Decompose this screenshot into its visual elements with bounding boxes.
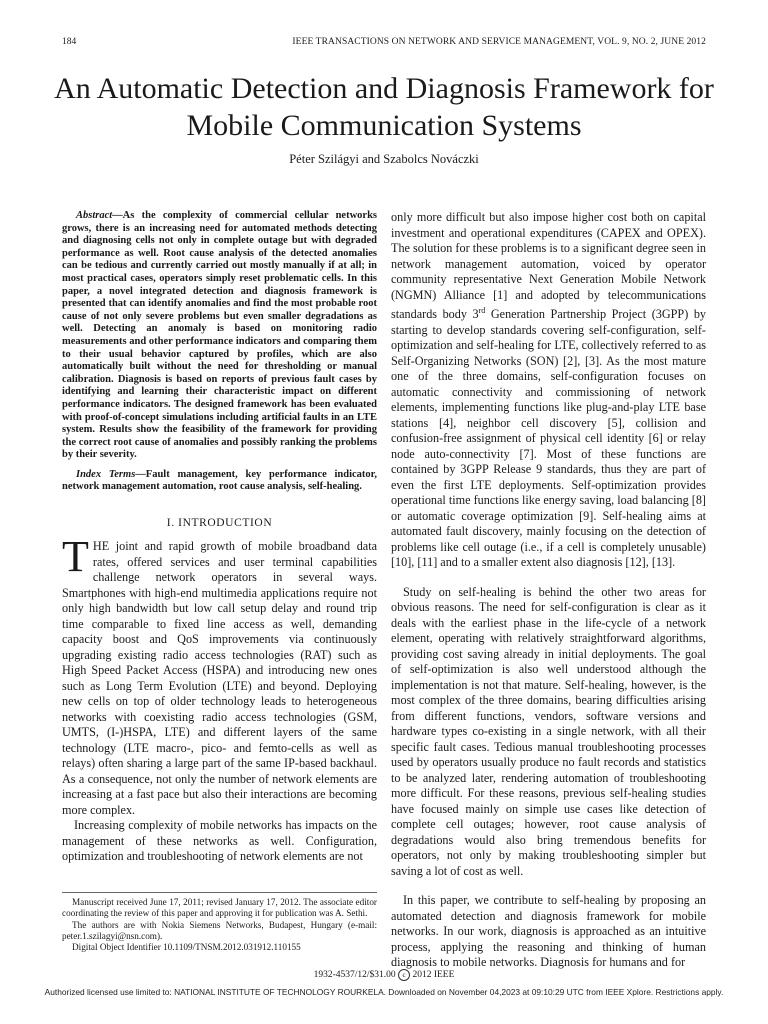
copyright-suffix: 2012 IEEE <box>412 970 455 980</box>
intro-paragraph-2: Increasing complexity of mobile networks has impacts on the management of these networks as well. Configuration, optimization and troubleshooting of network elements are not <box>62 818 377 864</box>
right-paragraph-3: In this paper, we contribute to self-healing by proposing an automated detection and diagnosis framework for mobile networks. In our work, diagnosis is approached as an intuitive process, applying the reasoning and thinking of human diagnosis to mobile networks. Diagnosis for humans and for <box>391 893 706 970</box>
right-paragraph-1b: Generation Partnership Project (3GPP) by starting to develop standards covering self-configuration, self-optimization and self-healing for LTE, collectively referred to as Self-Organizing Networks (SON) [2], [3]. As the most mature one of the three domains, self-configuration focuses on automatic connectivity and commissioning of network elements, implementing functions like plug-and-play LTE base stations [4], neighbor cell discovery [5], collision and confusion-free assignment of physical cell identity [6] or relay node auto-connectivity [7]. Most of these functions are contained by 3GPP Release 9 standards, thus they are part of even the first LTE deployments. Self-optimization provides operational time functions like energy saving, load balancing [8] or automatic coverage optimization [9]. Self-healing aims at automated fault discovery, mainly focusing on the detection of problems like cell outage (i.e., if a cell is completely unusable) [10], [11] and to a smaller extent also diagnosis [12], [13]. <box>391 307 707 570</box>
abstract-text: —As the complexity of commercial cellular networks grows, there is an increasing need for automated methods detecting and diagnosing cells not only in complete outage but with degraded performance as well. Root cause analysis of the detected anomalies can be tedious and currently carried out mostly manually if at all; in most practical cases, operators simply reset problematic cells. In this paper, a novel integrated detection and diagnosis framework is presented that can identify anomalies and find the most probable root cause of not only severe problems but even smaller degradations as well. Detecting an anomaly is based on monitoring radio measurements and other performance indicators and comparing them to their usual behavior captured by profiles, which are also automatically built without the need for thresholding or manual calibration. Diagnosis is based on reports of previous fault cases by identifying and learning their characteristic impact on different performance indicators. The designed framework has been evaluated with proof-of-concept simulations including artificial faults in an LTE system. Results show the feasibility of the framework for providing the correct root cause of anomalies and possibly ranking the problems by their severity. <box>62 210 377 461</box>
footnote-doi: Digital Object Identifier 10.1109/TNSM.2012.031912.110155 <box>72 942 301 953</box>
right-paragraph-2: Study on self-healing is behind the other two areas for obvious reasons. The need for self-configuration is clear as it deals with the earliest phase in the life-cycle of a network element, operating with relatively straightforward algorithms, providing cost saving already in initial deployments. The goal of self-optimization is also well understood although the implementation is not that mature. Self-healing, however, is the most complex of the three domains, bearing difficulties arising from different functions, vendors, software versions and hardware types co-existing in a single network, with all their specific fault cases. Tedious manual troubleshooting processes used by operators usually produce no fault records and statistics to be analyzed later, rendering automation of troubleshooting more difficult. For these reasons, previous self-healing studies have focused mainly on simple use cases like detection of complete cell outages; however, root cause analysis of degradations would also bring tremendous benefits for operators, not only by making troubleshooting simpler but saving a lot of cost as well. <box>391 584 706 878</box>
intro-paragraph-1 <box>62 532 377 818</box>
license-notice: Authorized licensed use limited to: NATIONAL INSTITUTE OF TECHNOLOGY ROURKELA. Downloaded on November 04,2023 at 09:10:29 UTC from IEEE Xplore. Restrictions apply. <box>44 987 724 997</box>
abstract-label: Abstract <box>76 210 113 221</box>
footnote-manuscript: Manuscript received June 17, 2011; revised January 17, 2012. The associate editor coordinating the review of this paper and approving it for publication was A. Sethi. <box>62 897 377 919</box>
ordinal-superscript: rd <box>478 306 486 315</box>
copyright-icon: c <box>398 969 410 981</box>
author-line: Péter Szilágyi and Szabolcs Nováczki <box>289 152 479 166</box>
index-terms-label: Index Terms <box>76 468 136 480</box>
paper-title: An Automatic Detection and Diagnosis Framework for Mobile Communication Systems <box>54 72 714 142</box>
footnote-authors: The authors are with Nokia Siemens Networks, Budapest, Hungary (e-mail: peter.1.szilagyi@nsn.com). <box>62 919 377 941</box>
copyright-line <box>0 969 768 981</box>
right-paragraph-1a: only more difficult but also impose higher cost both on capital investment and operational expenditures (CAPEX and OPEX). The solution for these problems is to a significant degree seen in network management automation, voiced by operator community representative Next Generation Mobile Network (NGMN) Alliance [1] and adopted by telecommunications standards body 3 <box>391 210 706 322</box>
copyright-prefix: 1932-4537/12/$31.00 <box>313 970 396 980</box>
section-heading-introduction: I. INTRODUCTION <box>166 517 273 530</box>
intro-paragraph-1-text: HE joint and rapid growth of mobile broadband data rates, offered services and user terminal capabilities challenge network operators in several ways. Smartphones with high-end multimedia applications require not only high bandwidth but low call setup delay and round trip time comparable to fixed line access as well, demanding capacity boost and QoS improvements via continuously upgrading existing radio access technologies (RAT) such as High Speed Packet Access (HSPA) and introducing new ones such as Long Term Evolution (LTE) and beyond. Deploying new cells on top of older technology leads to heterogeneous networks with coexisting radio access technologies (GSM, UMTS, (I-)HSPA, LTE) and different layers of the same technology (LTE macro-, pico- and femto-cells as well as relays) often sharing a large part of the same IP-based backhaul. As a consequence, not only the number of network elements are increasing at a fast pace but also their interactions are becoming more complex. <box>62 539 377 817</box>
drop-cap: T <box>62 532 89 582</box>
abstract <box>62 210 377 462</box>
left-column <box>62 210 377 865</box>
right-paragraph-1 <box>391 210 706 571</box>
index-terms <box>62 469 377 494</box>
index-terms-text: —Fault management, key performance indicator, network management automation, root cause analysis, self-healing. <box>62 468 377 493</box>
right-column <box>391 210 706 971</box>
footnotes <box>62 892 377 953</box>
journal-header: IEEE TRANSACTIONS ON NETWORK AND SERVICE MANAGEMENT, VOL. 9, NO. 2, JUNE 2012 <box>292 37 706 47</box>
page-number: 184 <box>62 37 77 47</box>
